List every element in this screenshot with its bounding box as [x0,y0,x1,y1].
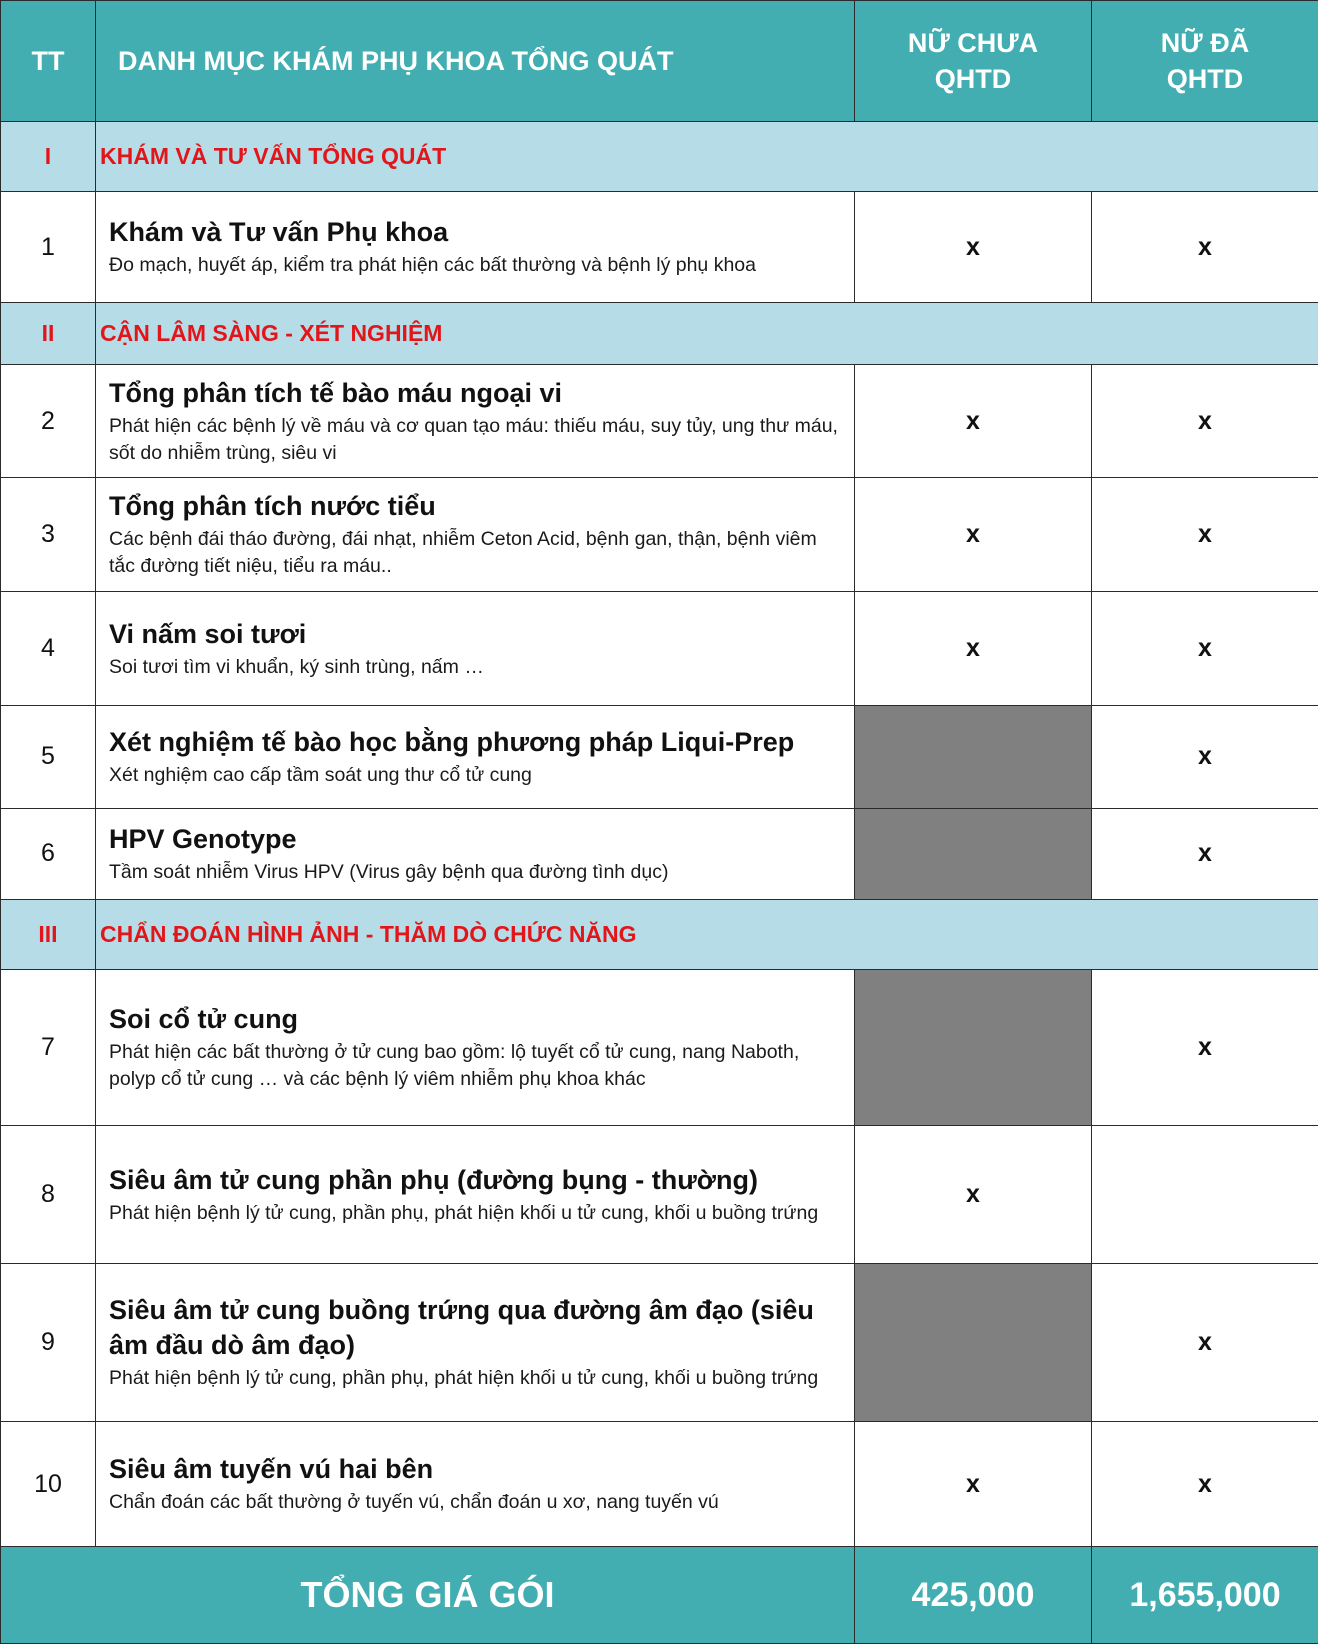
item-subtitle: Các bệnh đái tháo đường, đái nhạt, nhiễm Ceton Acid, bệnh gan, thận, bệnh viêm tắc đường tiết niệu, tiểu ra máu.. [109,528,817,578]
table-row [1,808,1318,899]
mark-unmarried-excluded [855,808,1092,899]
section-title: KHÁM VÀ TƯ VẤN TỔNG QUÁT [96,121,1318,192]
mark-unmarried: x [855,364,1092,478]
table-row [1,1126,1318,1264]
mark-married: x [1092,478,1318,592]
section-title: CẬN LÂM SÀNG - XÉT NGHIỆM [96,303,1318,364]
table-row [1,706,1318,809]
item-title: Xét nghiệm tế bào học bằng phương pháp Liqui-Prep [109,726,795,757]
total-price-unmarried: 425,000 [855,1547,1092,1644]
header-col-unmarried-line2: QHTD [934,63,1012,94]
item-subtitle: Phát hiện bệnh lý tử cung, phần phụ, phát hiện khối u tử cung, khối u buồng trứng [109,1367,819,1390]
mark-unmarried-excluded [855,970,1092,1126]
header-col-married-line1: NỮ ĐÃ [1160,27,1250,58]
mark-unmarried: x [855,1126,1092,1264]
item-number: 6 [1,808,96,899]
mark-married: x [1092,364,1318,478]
table-row [1,1264,1318,1422]
section-row-2 [1,303,1318,364]
section-roman: II [1,303,96,364]
item-title: HPV Genotype [109,823,297,854]
item-subtitle: Đo mạch, huyết áp, kiểm tra phát hiện các bất thường và bệnh lý phụ khoa [109,254,756,277]
item-subtitle: Chẩn đoán các bất thường ở tuyến vú, chẩn đoán u xơ, nang tuyến vú [109,1491,719,1514]
section-roman: I [1,121,96,192]
item-title: Tổng phân tích tế bào máu ngoại vi [109,377,563,408]
item-title: Siêu âm tử cung phần phụ (đường bụng - thường) [109,1164,758,1195]
item-description [96,970,855,1126]
section-title: CHẨN ĐOÁN HÌNH ẢNH - THĂM DÒ CHỨC NĂNG [96,899,1318,970]
item-subtitle: Phát hiện các bệnh lý về máu và cơ quan tạo máu: thiếu máu, suy tủy, ung thư máu, sốt do nhiễm trùng, siêu vi [109,414,838,464]
mark-unmarried: x [855,592,1092,706]
mark-married: x [1092,1422,1318,1547]
item-description [96,1422,855,1547]
item-title: Vi nấm soi tươi [109,618,307,649]
mark-married [1092,1126,1318,1264]
header-col-unmarried-line1: NỮ CHƯA [907,27,1039,58]
section-row-1 [1,121,1318,192]
section-row-3 [1,899,1318,970]
header-col-married-line2: QHTD [1166,63,1244,94]
table-header-row [1,1,1318,122]
item-number: 8 [1,1126,96,1264]
mark-unmarried: x [855,192,1092,303]
table-row [1,192,1318,303]
item-title: Siêu âm tử cung buồng trứng qua đường âm đạo (siêu âm đầu dò âm đạo) [109,1295,814,1361]
section-roman: III [1,899,96,970]
mark-unmarried-excluded [855,1264,1092,1422]
mark-unmarried: x [855,478,1092,592]
header-col-married [1092,1,1318,122]
item-subtitle: Xét nghiệm cao cấp tầm soát ung thư cổ tử cung [109,763,532,786]
table-row [1,970,1318,1126]
item-description [96,478,855,592]
item-number: 5 [1,706,96,809]
item-subtitle: Phát hiện bệnh lý tử cung, phần phụ, phát hiện khối u tử cung, khối u buồng trứng [109,1201,819,1224]
item-description [96,592,855,706]
item-title: Tổng phân tích nước tiểu [109,491,436,522]
item-number: 1 [1,192,96,303]
item-number: 3 [1,478,96,592]
mark-married: x [1092,706,1318,809]
header-tt: TT [1,1,96,122]
item-number: 4 [1,592,96,706]
mark-unmarried: x [855,1422,1092,1547]
mark-unmarried-excluded [855,706,1092,809]
mark-married: x [1092,592,1318,706]
total-price-married: 1,655,000 [1092,1547,1318,1644]
item-description [96,192,855,303]
item-description [96,1126,855,1264]
item-description [96,808,855,899]
item-description [96,1264,855,1422]
item-subtitle: Phát hiện các bất thường ở tử cung bao gồm: lộ tuyết cổ tử cung, nang Naboth, polyp cổ tử cung … và các bệnh lý viêm nhiễm phụ khoa khác [109,1041,800,1091]
mark-married: x [1092,808,1318,899]
item-title: Siêu âm tuyến vú hai bên [109,1454,434,1485]
item-subtitle: Soi tươi tìm vi khuẩn, ký sinh trùng, nấm … [109,655,484,678]
item-number: 7 [1,970,96,1126]
item-description [96,364,855,478]
item-number: 9 [1,1264,96,1422]
header-category: DANH MỤC KHÁM PHỤ KHOA TỔNG QUÁT [96,1,855,122]
mark-married: x [1092,1264,1318,1422]
mark-married: x [1092,192,1318,303]
header-col-unmarried [855,1,1092,122]
item-subtitle: Tầm soát nhiễm Virus HPV (Virus gây bệnh qua đường tình dục) [109,860,669,883]
item-title: Khám và Tư vấn Phụ khoa [109,217,449,248]
table-row [1,592,1318,706]
table-row [1,478,1318,592]
table-row [1,364,1318,478]
mark-married: x [1092,970,1318,1126]
total-row [1,1547,1318,1644]
table-row [1,1422,1318,1547]
item-description [96,706,855,809]
item-title: Soi cổ tử cung [109,1004,299,1035]
item-number: 10 [1,1422,96,1547]
item-number: 2 [1,364,96,478]
total-label: TỔNG GIÁ GÓI [1,1547,855,1644]
